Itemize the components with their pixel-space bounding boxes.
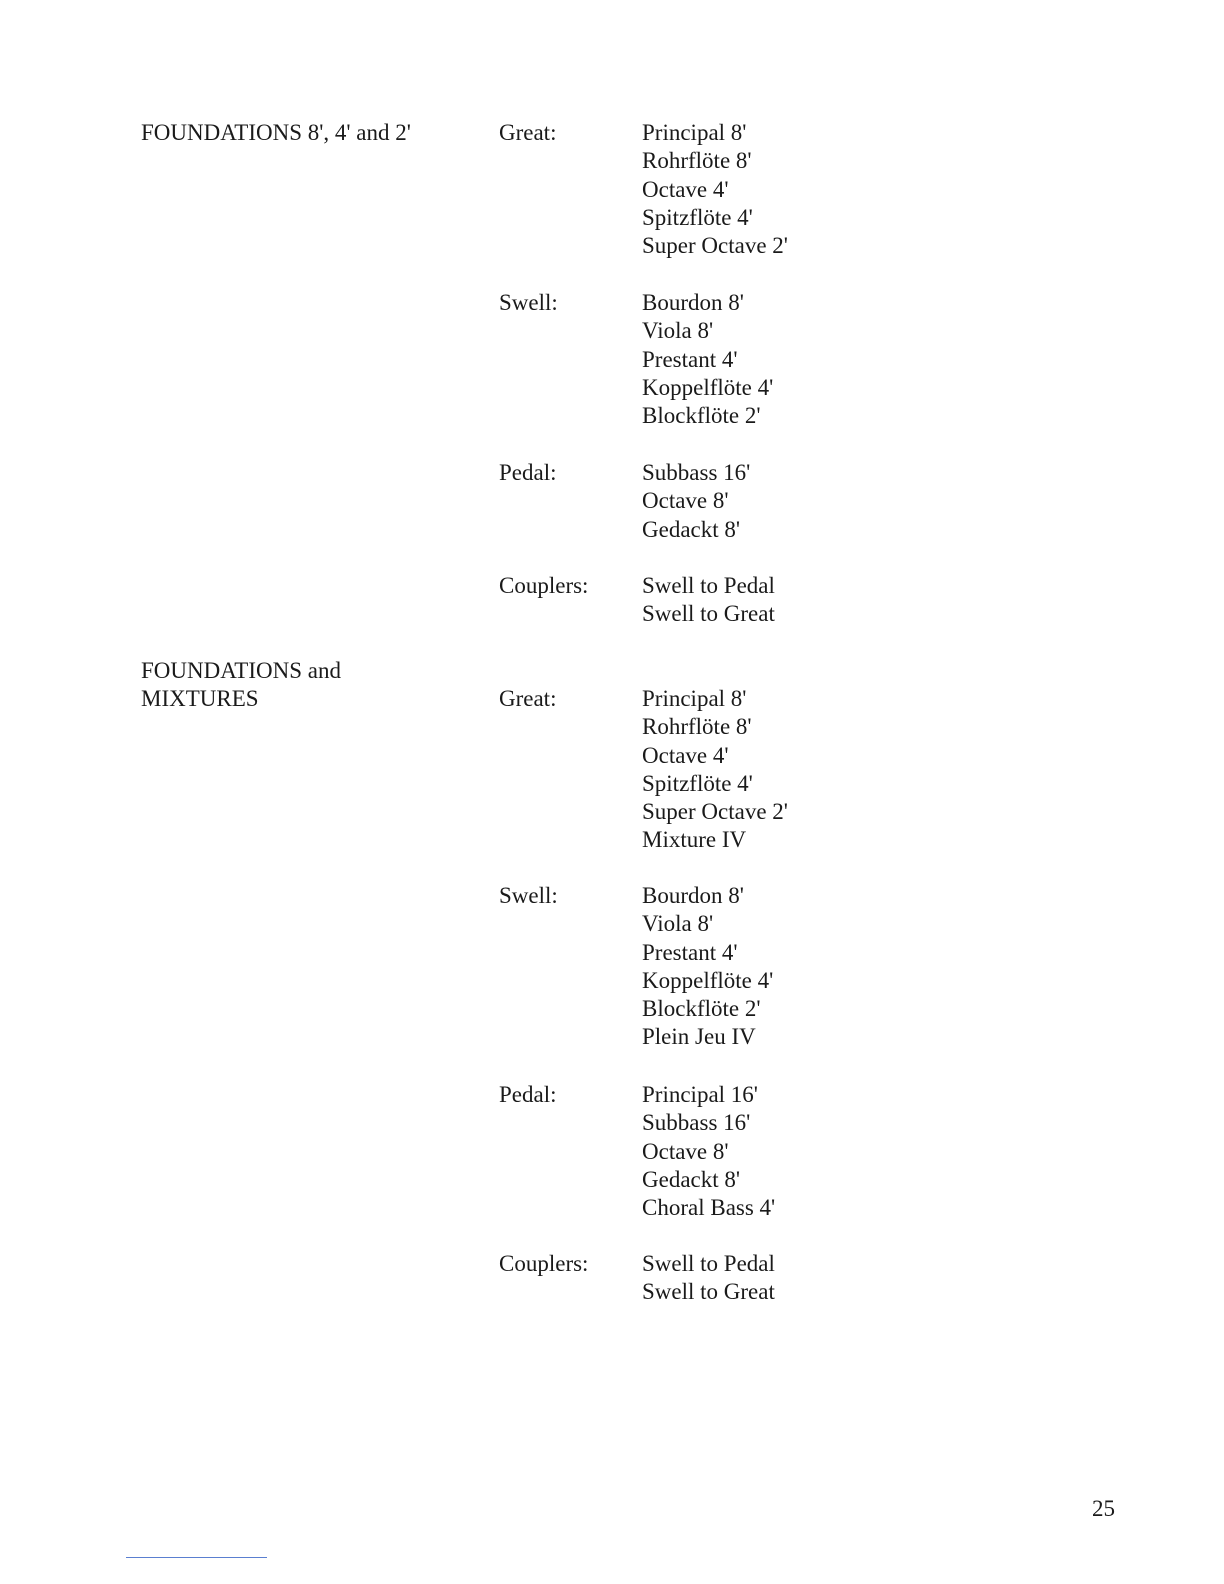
division-label-great: Great: [499,686,557,711]
stop-item: Octave 4' [642,176,729,202]
stop-item: Choral Bass 4' [642,1195,776,1221]
stop-list-great [642,119,788,260]
division-label-couplers: Couplers: [499,573,589,598]
stop-list-couplers [642,572,775,629]
stop-item: Viola 8' [642,318,714,344]
stop-item: Subbass 16' [642,1110,751,1136]
stop-item: Swell to Pedal [642,573,775,598]
stop-list-pedal [642,459,750,544]
stop-item: Prestant 4' [642,346,738,372]
stop-list-swell [642,882,773,1052]
stop-item: Viola 8' [642,911,714,937]
stop-list-couplers [642,1250,775,1307]
division-label-swell: Swell: [499,290,558,315]
stop-item: Principal 8' [642,120,747,145]
page-number: 25 [1092,1496,1115,1521]
stop-item: Spitzflöte 4' [642,204,753,230]
stop-item: Rohrflöte 8' [642,148,752,174]
division-label-couplers: Couplers: [499,1251,589,1276]
stop-item: Prestant 4' [642,939,738,965]
stop-item: Bourdon 8' [642,883,744,908]
stop-item: Principal 16' [642,1082,758,1107]
section-title-line: FOUNDATIONS and [141,658,341,683]
stop-item: Gedackt 8' [642,516,741,542]
division-label-swell: Swell: [499,883,558,908]
division-label-pedal: Pedal: [499,1082,557,1107]
stop-item: Mixture IV [642,827,747,853]
stop-list-swell [642,289,773,430]
stop-item: Octave 8' [642,1138,729,1164]
stop-item: Octave 4' [642,742,729,768]
stop-item: Subbass 16' [642,460,751,485]
stop-item: Super Octave 2' [642,233,788,259]
footnote-rule [126,1557,267,1558]
stop-item: Swell to Pedal [642,1251,775,1276]
stop-item: Spitzflöte 4' [642,770,753,796]
division-label-pedal: Pedal: [499,460,557,485]
section-title-foundations [141,119,471,147]
stop-item: Bourdon 8' [642,290,744,315]
stop-item: Koppelflöte 4' [642,374,774,400]
stop-item: Octave 8' [642,488,729,514]
stop-list-great [642,685,788,855]
stop-item: Principal 8' [642,686,747,711]
stop-list-pedal [642,1081,775,1222]
division-label-great: Great: [499,120,557,145]
stop-item: Gedackt 8' [642,1166,741,1192]
stop-item: Blockflöte 2' [642,996,761,1022]
stop-item: Swell to Great [642,1279,775,1305]
section-title-foundations-and-mixtures [141,657,471,714]
stop-item: Koppelflöte 4' [642,967,774,993]
stop-item: Rohrflöte 8' [642,714,752,740]
section-title-line: MIXTURES [141,686,259,712]
stop-item: Plein Jeu IV [642,1024,756,1050]
section-title-line: FOUNDATIONS 8', 4' and 2' [141,120,411,145]
stop-item: Super Octave 2' [642,799,788,825]
stop-item: Blockflöte 2' [642,403,761,429]
stop-item: Swell to Great [642,601,775,627]
